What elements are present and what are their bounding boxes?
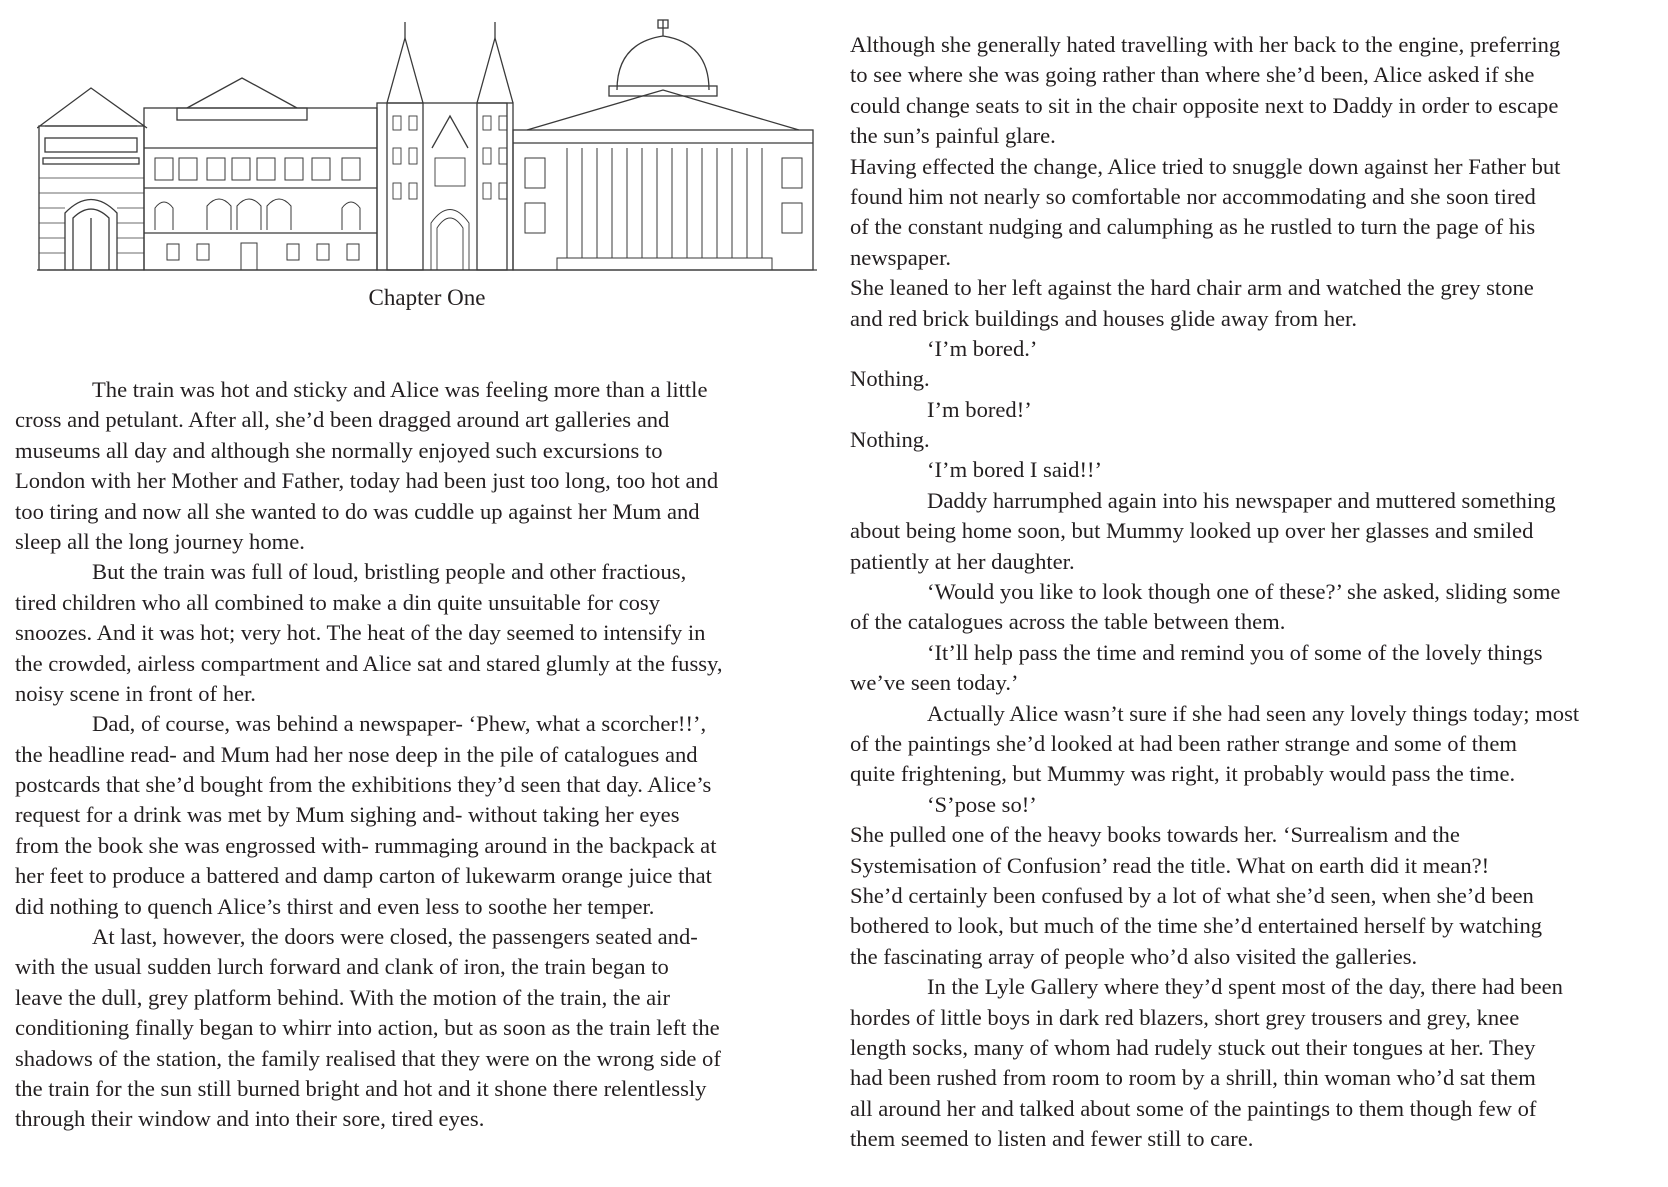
text-line: London with her Mother and Father, today had been just too long, too hot and bbox=[15, 468, 719, 494]
chapter-title: Chapter One bbox=[368, 285, 486, 310]
text-line: The train was hot and sticky and Alice was feeling more than a little bbox=[92, 377, 708, 402]
text-line: conditioning finally began to whirr into action, but as soon as the train left the bbox=[15, 1015, 720, 1041]
text-line: about being home soon, but Mummy looked up over her glasses and smiled bbox=[850, 518, 1534, 544]
text-line: the fascinating array of people who’d also visited the galleries. bbox=[850, 943, 1418, 969]
text-line: with the usual sudden lurch forward and clank of iron, the train began to bbox=[15, 954, 669, 980]
text-line: did nothing to quench Alice’s thirst and even less to soothe her temper. bbox=[15, 893, 655, 919]
text-line: ‘It’ll help pass the time and remind you of some of the lovely things bbox=[927, 639, 1543, 665]
text-line: patiently at her daughter. bbox=[850, 548, 1075, 574]
text-line: of the paintings she’d looked at had been rather strange and some of them bbox=[850, 730, 1517, 756]
text-line: ‘I’m bored.’ bbox=[927, 335, 1038, 361]
text-line: found him not nearly so comfortable nor accommodating and she soon tired bbox=[850, 183, 1536, 209]
text-line: tired children who all combined to make a din quite unsuitable for cosy bbox=[15, 589, 661, 615]
text-line: ‘Would you like to look though one of these?’ she asked, sliding some bbox=[927, 579, 1561, 605]
text-line: her feet to produce a battered and damp carton of lukewarm orange juice that bbox=[15, 863, 712, 889]
text-line: bothered to look, but much of the time she’d entertained herself by watching bbox=[850, 913, 1543, 939]
text-line: leave the dull, grey platform behind. With the motion of the train, the air bbox=[15, 984, 670, 1010]
text-line: request for a drink was met by Mum sighing and- without taking her eyes bbox=[15, 802, 680, 828]
text-line: She pulled one of the heavy books towards her. ‘Surrealism and the bbox=[850, 822, 1460, 848]
text-line: Nothing. bbox=[850, 427, 930, 453]
text-line: from the book she was engrossed with- rummaging around in the backpack at bbox=[15, 832, 717, 858]
text-line: Daddy harrumphed again into his newspaper and muttered something bbox=[927, 487, 1556, 513]
text-line: them seemed to listen and fewer still to care. bbox=[850, 1126, 1254, 1152]
text-line: She leaned to her left against the hard chair arm and watched the grey stone bbox=[850, 275, 1534, 301]
text-line: sleep all the long journey home. bbox=[15, 528, 305, 554]
text-line: to see where she was going rather than where she’d been, Alice asked if she bbox=[850, 62, 1535, 88]
text-line: Actually Alice wasn’t sure if she had seen any lovely things today; most bbox=[927, 700, 1580, 726]
museum-buildings-illustration bbox=[37, 8, 817, 276]
text-line: could change seats to sit in the chair opposite next to Daddy in order to escape bbox=[850, 92, 1559, 118]
text-line: newspaper. bbox=[850, 244, 952, 270]
text-line: through their window and into their sore, tired eyes. bbox=[15, 1106, 485, 1132]
text-line: too tiring and now all she wanted to do was cuddle up against her Mum and bbox=[15, 498, 700, 524]
text-line: length socks, many of whom had rudely stuck out their tongues at her. They bbox=[850, 1034, 1536, 1060]
text-line: all around her and talked about some of the paintings to them though few of bbox=[850, 1095, 1537, 1121]
text-line: of the catalogues across the table between them. bbox=[850, 609, 1286, 635]
text-line: cross and petulant. After all, she’d been dragged around art galleries and bbox=[15, 407, 670, 433]
text-line: Having effected the change, Alice tried to snuggle down against her Father but bbox=[850, 153, 1561, 179]
text-line: Nothing. bbox=[850, 366, 930, 392]
text-line: noisy scene in front of her. bbox=[15, 680, 256, 706]
right-page-text bbox=[850, 30, 1650, 1154]
text-line: But the train was full of loud, bristling people and other fractious, bbox=[92, 559, 687, 585]
text-line: of the constant nudging and calumphing as he rustled to turn the page of his bbox=[850, 214, 1536, 240]
text-line: Systemisation of Confusion’ read the title. What on earth did it mean?! bbox=[850, 852, 1490, 878]
text-line: hordes of little boys in dark red blazers, short grey trousers and grey, knee bbox=[850, 1004, 1520, 1030]
text-line: ‘S’pose so!’ bbox=[927, 791, 1037, 817]
text-line: the crowded, airless compartment and Alice sat and stared glumly at the fussy, bbox=[15, 650, 723, 676]
text-line: ‘I’m bored I said!!’ bbox=[927, 457, 1103, 483]
text-line: In the Lyle Gallery where they’d spent most of the day, there had been bbox=[927, 974, 1563, 1000]
text-line: At last, however, the doors were closed, the passengers seated and- bbox=[92, 924, 698, 950]
text-line: the train for the sun still burned bright and hot and it shone there relentlessly bbox=[15, 1075, 707, 1101]
text-line: museums all day and although she normally enjoyed such excursions to bbox=[15, 437, 663, 463]
text-line: snoozes. And it was hot; very hot. The heat of the day seemed to intensify in bbox=[15, 620, 706, 646]
text-line: the sun’s painful glare. bbox=[850, 123, 1056, 149]
text-line: shadows of the station, the family realised that they were on the wrong side of bbox=[15, 1045, 721, 1071]
text-line: the headline read- and Mum had her nose deep in the pile of catalogues and bbox=[15, 741, 698, 767]
text-line: and red brick buildings and houses glide away from her. bbox=[850, 305, 1357, 331]
text-line: I’m bored!’ bbox=[927, 396, 1032, 422]
text-line: we’ve seen today.’ bbox=[850, 670, 1019, 696]
text-line: postcards that she’d bought from the exhibitions they’d seen that day. Alice’s bbox=[15, 772, 712, 798]
text-line: Although she generally hated travelling with her back to the engine, preferring bbox=[850, 32, 1561, 57]
left-page-text bbox=[15, 375, 815, 1135]
text-line: had been rushed from room to room by a shrill, thin woman who’d sat them bbox=[850, 1065, 1536, 1091]
text-line: Dad, of course, was behind a newspaper- ‘Phew, what a scorcher!!’, bbox=[92, 711, 707, 737]
text-line: She’d certainly been confused by a lot of what she’d seen, when she’d been bbox=[850, 882, 1534, 908]
text-line: quite frightening, but Mummy was right, it probably would pass the time. bbox=[850, 761, 1516, 787]
